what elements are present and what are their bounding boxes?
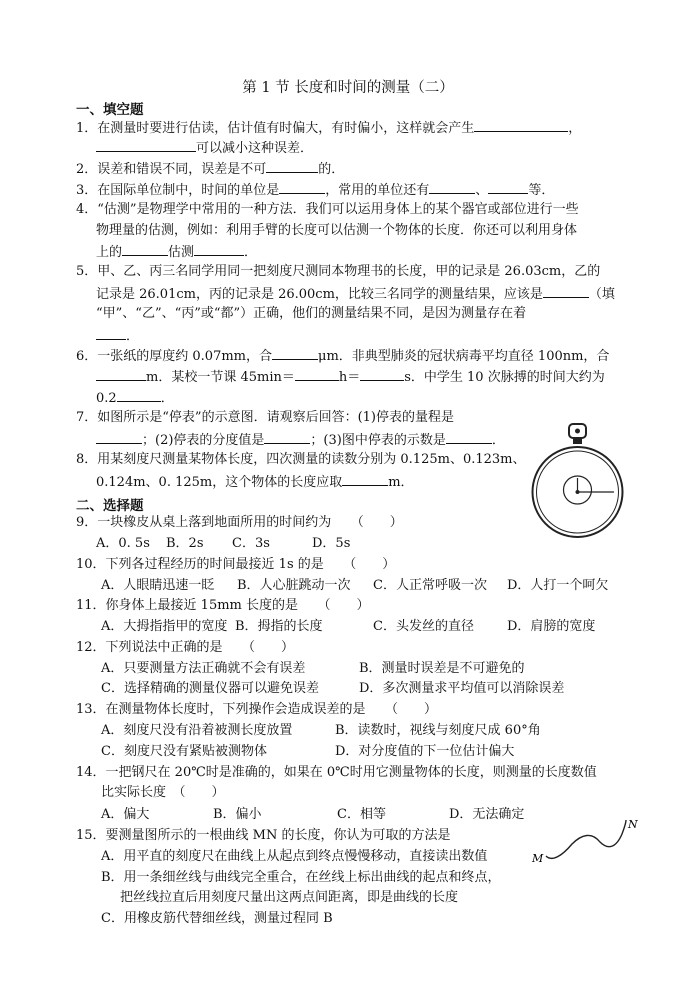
- q11-options: A．大拇指指甲的宽度 B．拇指的长度 C．头发丝的直径 D．肩膀的宽度: [101, 619, 596, 634]
- curve-label-m: M: [532, 852, 544, 865]
- q15-option-a: A．用平直的刻度尺在曲线上从起点到终点慢慢移动，直接读出数值: [101, 849, 488, 864]
- q15-stem: 15．要测量图所示的一根曲线 MN 的长度，你认为可取的方法是: [76, 828, 451, 843]
- q15-option-b: B．用一条细丝线与曲线完全重合，在丝线上标出曲线的起点和终点，: [101, 870, 501, 885]
- q10-options: A．人眼睛迅速一眨 B．人心脏跳动一次 C．人正常呼吸一次 D．人打一个呵欠: [101, 578, 609, 593]
- q7-line2: ；(2)停表的分度值是 ；(3)图中停表的示数是 ．: [96, 430, 505, 450]
- q14-stem2: 比实际长度 （ ）: [101, 785, 225, 800]
- q6-line1: 6．一张纸的厚度约 0.07mm，合 μm．非典型肺炎的冠状病毒平均直径 100nm，合: [76, 346, 609, 366]
- q4-line1: 4．“估测”是物理学中常用的一种方法．我们可以运用身体上的某个器官或部位进行一些: [76, 202, 579, 217]
- q9-stem: 9．一块橡皮从桌上落到地面所用的时间约为 （ ）: [76, 515, 403, 530]
- q8-line2: 0.124m、0. 125m，这个物体的长度应取 m．: [96, 472, 414, 492]
- q12-options-row1: A．只要测量方法正确就不会有误差 B．测量时误差是不可避免的: [101, 661, 525, 676]
- q5-line4: ．: [96, 326, 139, 346]
- q13-stem: 13．在测量物体长度时，下列操作会造成误差的是 （ ）: [76, 702, 438, 717]
- q13-options-row2: C．刻度尺没有紧贴被测物体 D．对分度值的下一位估计偏大: [101, 744, 515, 759]
- q12-stem: 12．下列说法中正确的是 （ ）: [76, 640, 295, 655]
- q5-line1: 5．甲、乙、丙三名同学用同一把刻度尺测同本物理书的长度，甲的记录是 26.03cm，乙的: [76, 264, 601, 279]
- q3-line: 3．在国际单位制中，时间的单位是 ，常用的单位还有 、 等．: [76, 180, 554, 200]
- page-title: 第 1 节 长度和时间的测量（二）: [242, 80, 454, 96]
- curve-label-n: N: [628, 818, 638, 831]
- q14-options: A．偏大 B．偏小 C．相等 D．无法确定: [101, 807, 525, 822]
- q15-option-b-cont: 把丝线拉直后用刻度尺量出这两点间距离，即是曲线的长度: [120, 890, 459, 905]
- q12-options-row2: C．选择精确的测量仪器可以避免误差 D．多次测量求平均值可以消除误差: [101, 681, 565, 696]
- q13-options-row1: A．刻度尺没有沿着被测长度放置 B．读数时，视线与刻度尺成 60°角: [101, 723, 541, 738]
- stopwatch-figure: [530, 420, 625, 545]
- q8-line1: 8．用某刻度尺测量某物体长度，四次测量的读数分别为 0.125m、0.123m、: [76, 452, 526, 467]
- q9-options: A．0. 5s B．2s C．3s D．5s: [96, 536, 351, 551]
- q5-line2: 记录是 26.01cm，丙的记录是 26.00cm，比较三名同学的测量结果，应该是 （填: [96, 284, 615, 304]
- q15-option-c: C．用橡皮筋代替细丝线，测量过程同 B: [101, 911, 333, 926]
- section-fill-heading: 一、填空题: [76, 102, 144, 118]
- q4-line2: 物理量的估测，例如：利用手臂的长度可以估测一个物体的长度．你还可以利用身体: [96, 223, 578, 238]
- q14-stem: 14．一把钢尺在 20℃时是准确的，如果在 0℃时用它测量物体的长度，则测量的长度数值: [76, 765, 597, 780]
- q5-line3: “甲”、“乙”、“丙”或“都”）正确，他们的测量结果不同，是因为测量存在着: [96, 306, 527, 321]
- section-choice-heading: 二、选择题: [76, 498, 144, 514]
- q6-line2: m．某校一节课 45min＝ h＝ s．中学生 10 次脉搏的时间大约为: [96, 367, 605, 387]
- q7-line1: 7．如图所示是“停表”的示意图．请观察后回答：(1)停表的量程是: [76, 410, 454, 425]
- q6-line3: 0.2 ．: [96, 388, 174, 408]
- q11-stem: 11．你身体上最接近 15mm 长度的是 （ ）: [76, 598, 370, 613]
- q2-line: 2．误差和错误不同，误差是不可 的．: [76, 159, 344, 179]
- q10-stem: 10．下列各过程经历的时间最接近 1s 的是 （ ）: [76, 557, 396, 572]
- q1-line2: 可以减小这种误差．: [96, 138, 313, 158]
- q4-line3: 上的 估测 ．: [96, 242, 257, 262]
- curve-mn-figure: [530, 812, 640, 870]
- q1-line1: 1．在测量时要进行估读，估计值有时偏大，有时偏小，这样就会产生 ，: [76, 118, 581, 138]
